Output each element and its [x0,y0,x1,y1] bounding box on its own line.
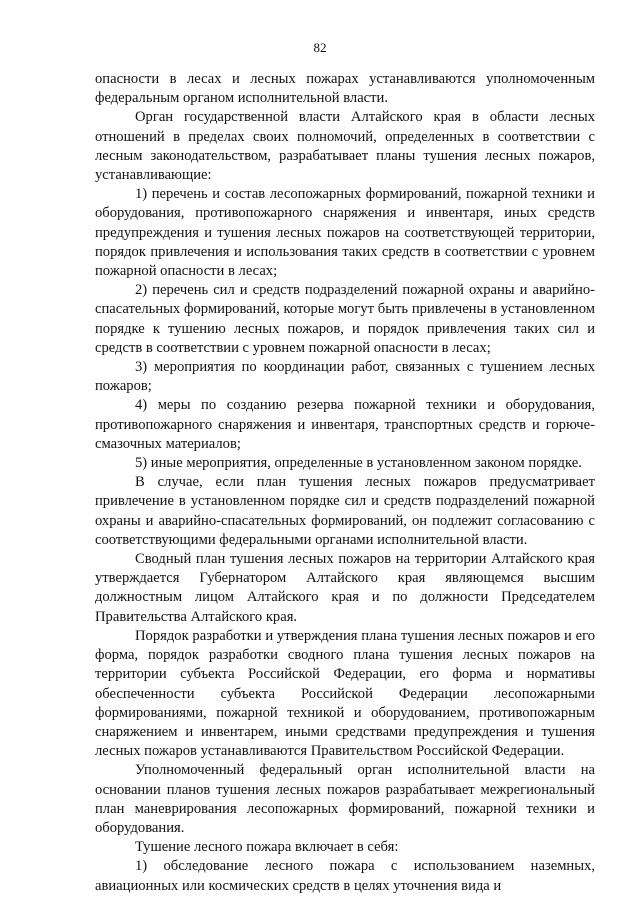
paragraph-procedure: Порядок разработки и утверждения плана тушения лесных пожаров и его форма, порядок разработки сводного плана тушения лесных пожаров на территории субъекта Российской Федерации, его форма и нормативы обеспеченности субъекта Российской Федерации лесопожарными формированиями, пожарной техникой и оборудованием, противопожарным снаряжением и инвентарем, иными средствами предупреждения и тушения лесных пожаров устанавливаются Правительством Российской Федерации. [95,627,595,760]
paragraph-approval-requirement: В случае, если план тушения лесных пожаров предусматривает привлечение в установленном порядке сил и средств подразделений пожарной охраны и аварийно-спасательных формирований, он подлежит согласованию с соответствующими федеральными органами исполнительной власти. [95,474,595,548]
paragraph-continuation: опасности в лесах и лесных пожарах устанавливаются уполномоченным федеральным органом исполнительной власти. [95,71,595,107]
paragraph-firefighting-includes: Тушение лесного пожара включает в себя: [135,839,399,856]
list-item-1-formations: 1) перечень и состав лесопожарных формирований, пожарной техники и оборудования, противопожарного снаряжения и инвентаря, иных средств предупреждения и тушения лесных пожаров на соответствующей территории, порядок привлечения и использования таких средств в соответствии с уровнем пожарной опасности в лесах; [95,186,595,280]
list-item-survey: 1) обследование лесного пожара с использованием наземных, авиационных или космических средств в целях уточнения вида и [95,858,595,894]
paragraph-consolidated-plan: Сводный план тушения лесных пожаров на территории Алтайского края утверждается Губернатором Алтайского края являющемся высшим должностным лицом Алтайского края и по должности Председателем Правительства Алтайского края. [95,551,595,625]
list-item-5-other-measures: 5) иные мероприятия, определенные в установленном законом порядке. [135,455,582,472]
list-item-4-reserve: 4) меры по созданию резерва пожарной техники и оборудования, противопожарного снаряжения и инвентаря, транспортных средств и горюче-смазочных материалов; [95,397,595,452]
list-item-3-coordination: 3) мероприятия по координации работ, связанных с тушением лесных пожаров; [95,359,595,395]
body-text [95,70,595,896]
page-number: 82 [313,40,327,55]
list-item-2-fire-units: 2) перечень сил и средств подразделений пожарной охраны и аварийно-спасательных формирований, которые могут быть привлечены в установленном порядке к тушению лесных пожаров, и порядок привлечения таких сил и средств в соответствии с уровнем пожарной опасности в лесах; [95,282,595,356]
paragraph-regional-authority: Орган государственной власти Алтайского края в области лесных отношений в пределах своих полномочий, определенных в соответствии с лесным законодательством, разрабатывает планы тушения лесных пожаров, устанавливающие: [95,109,595,184]
paragraph-interregional-plan: Уполномоченный федеральный орган исполнительной власти на основании планов тушения лесных пожаров разрабатывает межрегиональный план маневрирования лесопожарных формирований, пожарной техники и оборудования. [95,762,595,836]
